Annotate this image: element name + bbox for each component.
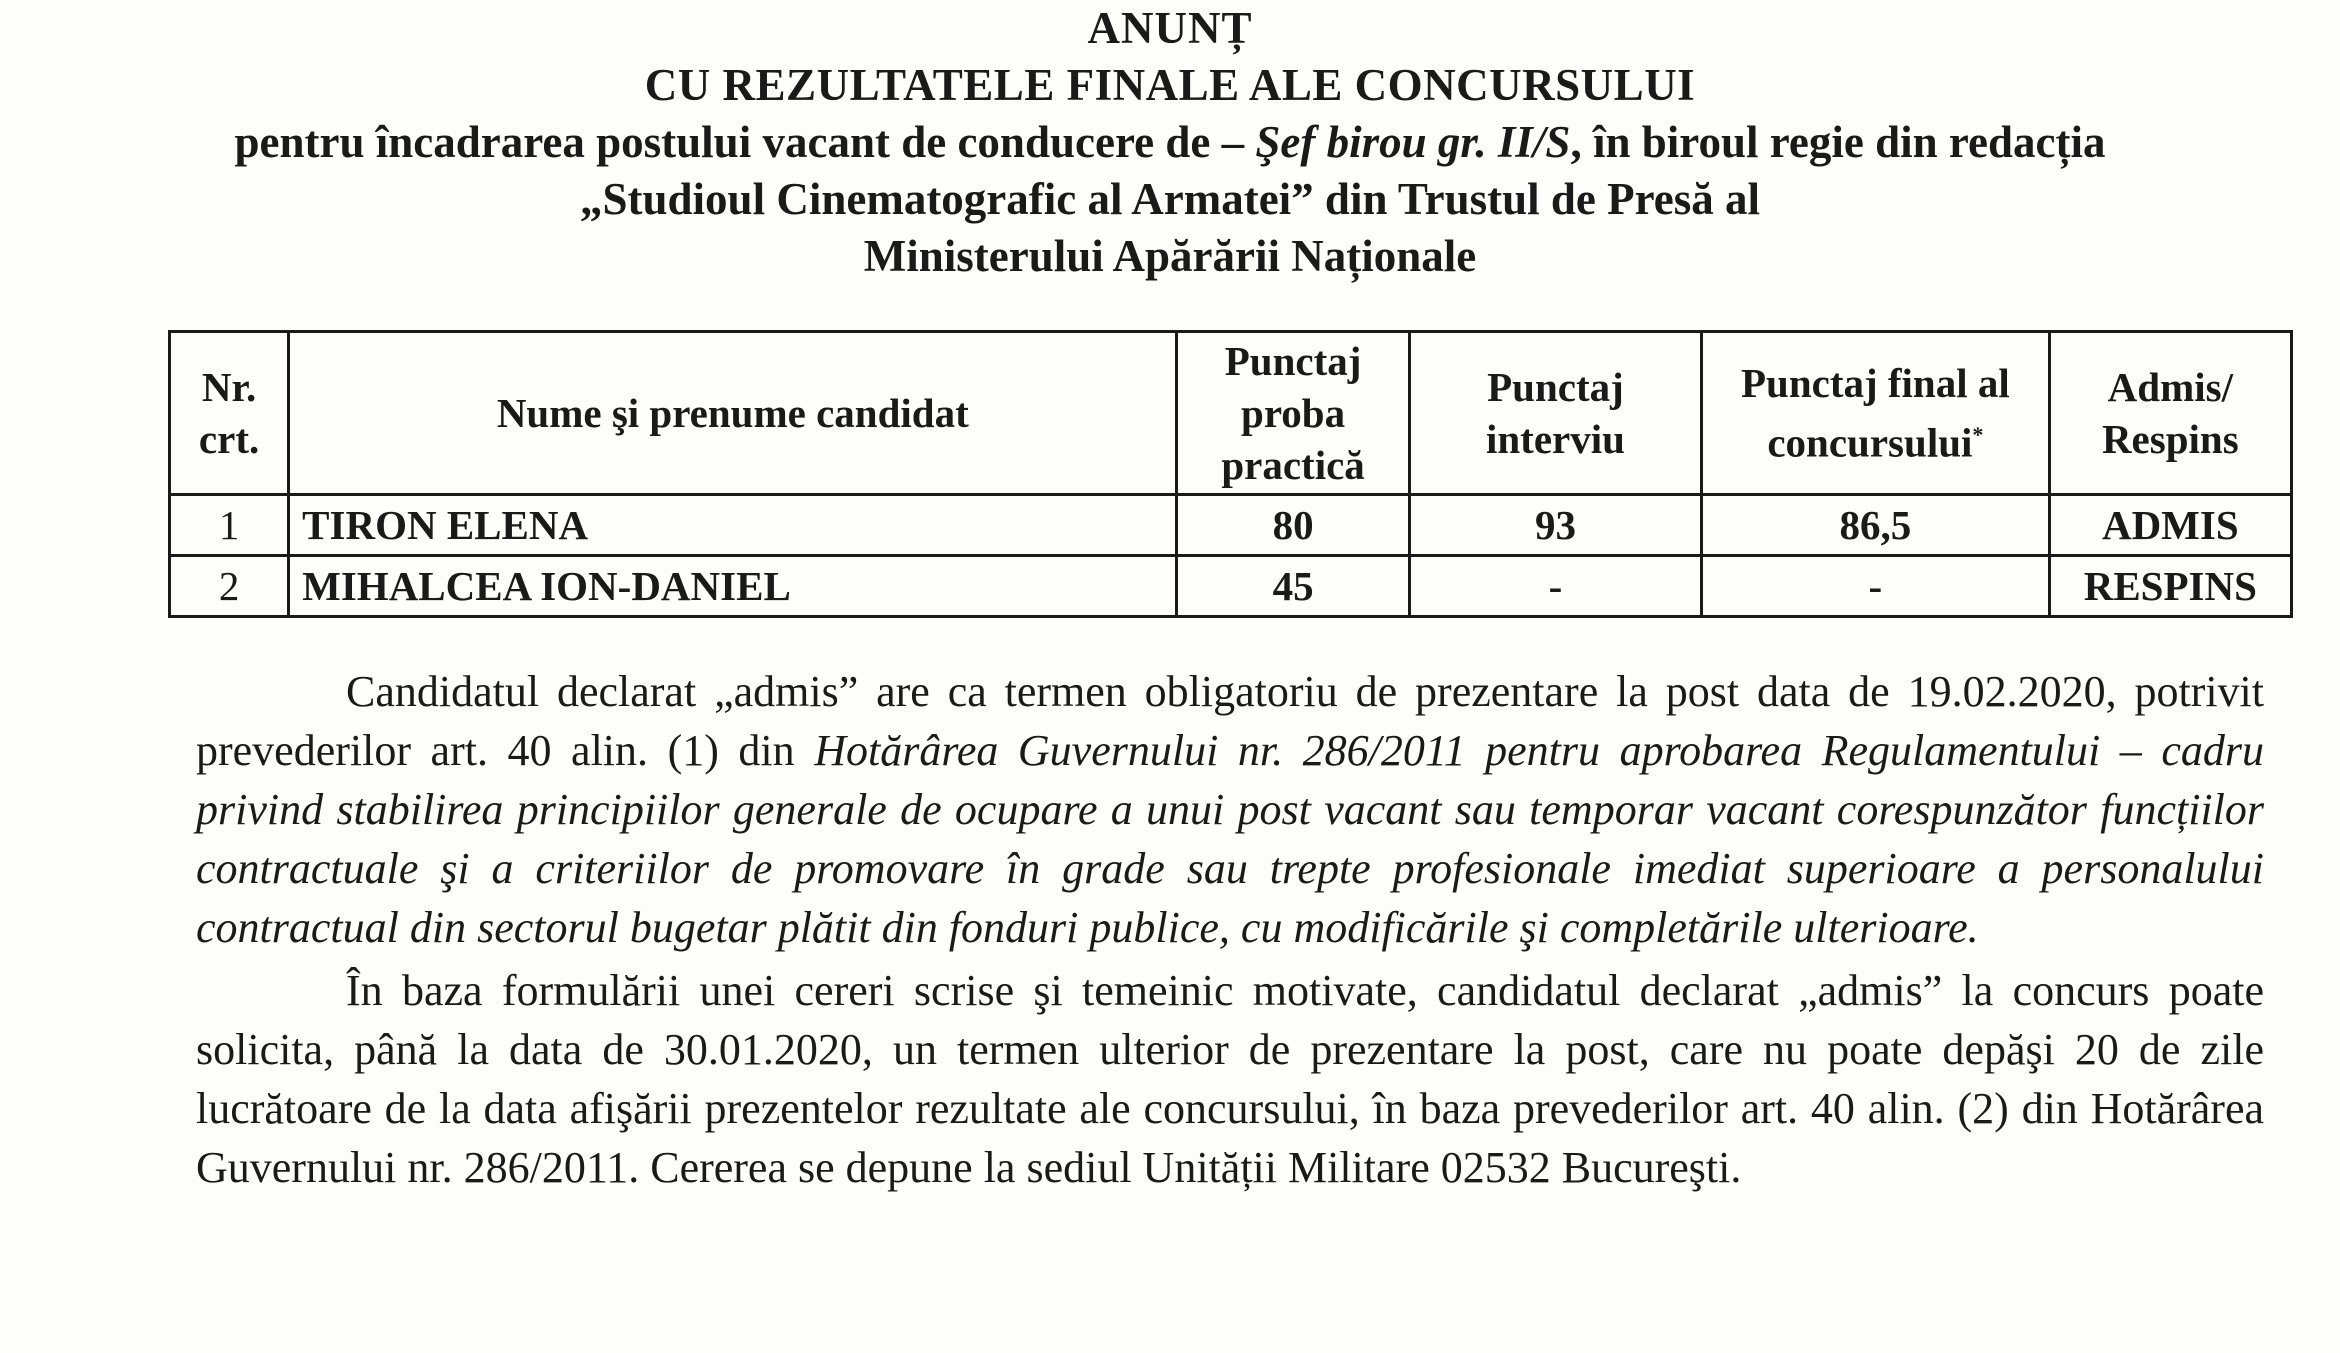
- cell-interviu: 93: [1409, 495, 1701, 556]
- cell-practica: 45: [1177, 556, 1409, 617]
- cell-name: MIHALCEA ION-DANIEL: [289, 556, 1177, 617]
- cell-rezultat: ADMIS: [2049, 495, 2291, 556]
- header-final-label: Punctaj final al concursului: [1740, 360, 2010, 466]
- page-subtitle: CU REZULTATELE FINALE ALE CONCURSULUI: [644, 60, 1696, 110]
- ministry-line: Ministerului Apărării Naționale: [863, 231, 1477, 281]
- cell-nr: 2: [170, 556, 289, 617]
- legal-reference: Hotărârea Guvernului nr. 286/2011 pentru aprobarea Regulamentului – cadru privind stabilirea principiilor generale de ocupare a unui post vacant sau temporar vacant corespunzător funcțiilor contractuale şi a criteriilor de promovare în grade sau trepte profesionale imediat superioare a personalului contractual din sectorul bugetar plătit din fonduri publice, cu modificările şi completările ulterioare.: [196, 726, 2264, 952]
- position-description-suffix: , în biroul regie din redacția: [1570, 117, 2106, 167]
- announcement-body: [196, 662, 2264, 1201]
- cell-rezultat: RESPINS: [2049, 556, 2291, 617]
- results-table: [168, 330, 2293, 618]
- cell-nr: 1: [170, 495, 289, 556]
- table-row: [170, 495, 2292, 556]
- header-rezultat: Admis/ Respins: [2049, 332, 2291, 495]
- position-description: [120, 114, 2220, 171]
- page-title: ANUNȚ: [1087, 3, 1253, 53]
- header-practica: Punctaj proba practică: [1177, 332, 1409, 495]
- paragraph-presentation-deadline-text: Candidatul declarat „admis” are ca termen obligatoriu de prezentare la post data de 19.02.2020, potrivit prevederilor art. 40 alin. (1) din: [196, 667, 2264, 775]
- cell-interviu: -: [1409, 556, 1701, 617]
- cell-final: -: [1702, 556, 2049, 617]
- announcement-header: [120, 0, 2220, 285]
- position-description-prefix: pentru încadrarea postului vacant de conducere de –: [234, 117, 1256, 167]
- table-header-row: [170, 332, 2292, 495]
- cell-name: TIRON ELENA: [289, 495, 1177, 556]
- header-name: Nume şi prenume candidat: [289, 332, 1177, 495]
- table-row: [170, 556, 2292, 617]
- institution-line: „Studioul Cinematografic al Armatei” din Trustul de Presă al: [579, 174, 1761, 224]
- header-interviu: Punctaj interviu: [1409, 332, 1701, 495]
- header-nr: Nr. crt.: [170, 332, 289, 495]
- cell-practica: 80: [1177, 495, 1409, 556]
- paragraph-extension-request: În baza formulării unei cereri scrise şi temeinic motivate, candidatul declarat „admis” la concurs poate solicita, până la data de 30.01.2020, un termen ulterior de prezentare la post, care nu poate depăşi 20 de zile lucrătoare de la data afişării prezentelor rezultate ale concursului, în baza prevederilor art. 40 alin. (2) din Hotărârea Guvernului nr. 286/2011. Cererea se depune la sediul Unității Militare 02532 Bucureşti.: [196, 966, 2264, 1192]
- header-final: [1702, 332, 2049, 495]
- position-name: Şef birou gr. II/S: [1255, 117, 1571, 167]
- paragraph-presentation-deadline: [196, 662, 2264, 957]
- cell-final: 86,5: [1702, 495, 2049, 556]
- footnote-mark: *: [1972, 422, 1984, 448]
